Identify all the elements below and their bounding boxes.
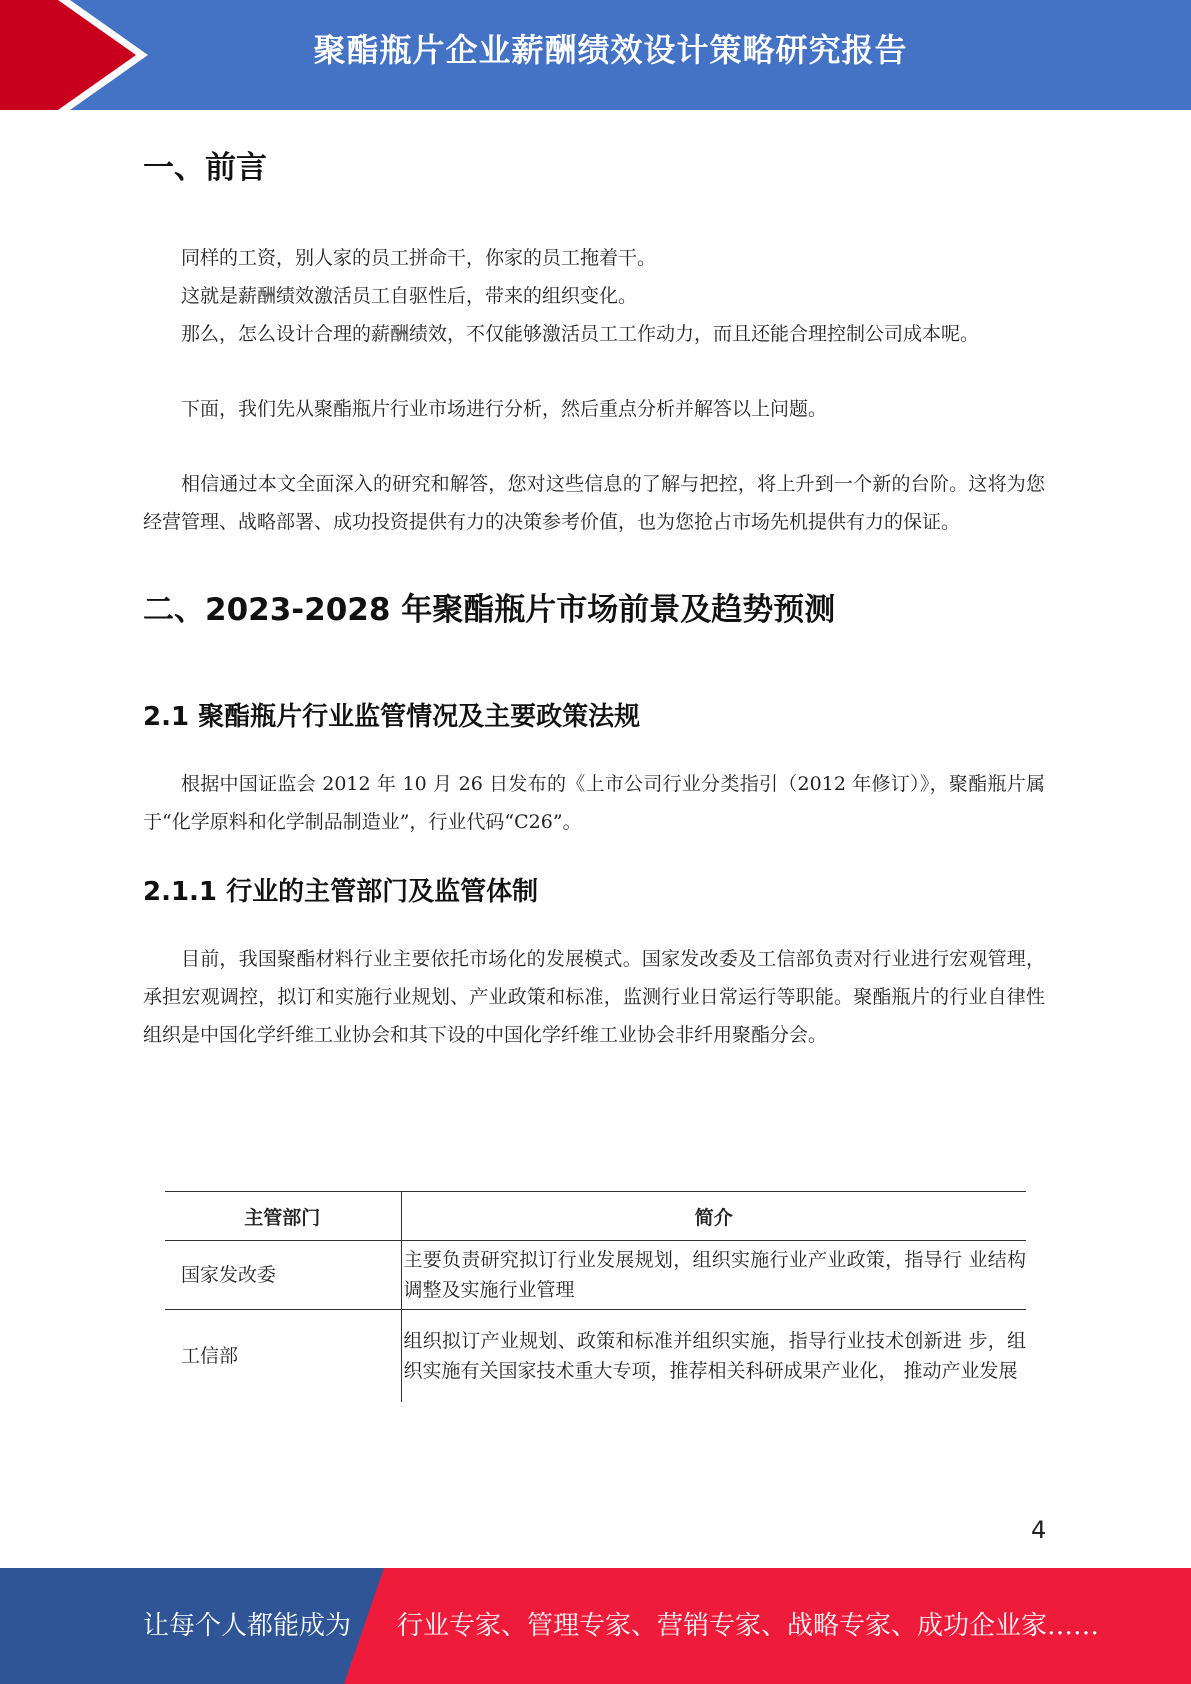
column-header: 简介 (401, 1192, 1026, 1241)
paragraph: 根据中国证监会 2012 年 10 月 26 日发布的《上市公司行业分类指引（2012 年修订）》，聚酯瓶片属于“化学原料和化学制品制造业”，行业代码“C26”。 (143, 773, 1045, 833)
main-content (143, 130, 1045, 1054)
table-cell-dept: 国家发改委 (165, 1241, 401, 1310)
paragraph: 这就是薪酬绩效激活员工自驱性后，带来的组织变化。 (181, 285, 638, 307)
paragraph: 目前，我国聚酯材料行业主要依托市场化的发展模式。国家发改委及工信部负责对行业进行宏观管理，承担宏观调控，拟订和实施行业规划、产业政策和标准，监测行业日常运行等职能。聚酯瓶片的行业自律性组织是中国化学纤维工业协会和其下设的中国化学纤维工业协会非纤用聚酯分会。 (143, 948, 1045, 1046)
header-banner (0, 0, 1191, 110)
paragraph: 相信通过本文全面深入的研究和解答，您对这些信息的了解与把控，将上升到一个新的台阶。这将为您经营管理、战略部署、成功投资提供有力的决策参考价值，也为您抢占市场先机提供有力的保证。 (143, 473, 1045, 533)
footer-banner (0, 1568, 1191, 1684)
report-title: 聚酯瓶片企业薪酬绩效设计策略研究报告 (313, 31, 908, 69)
paragraph: 那么，怎么设计合理的薪酬绩效，不仅能够激活员工工作动力，而且还能合理控制公司成本呢。 (181, 323, 980, 345)
table-row (165, 1241, 1026, 1310)
table-cell-desc: 组织拟订产业规划、政策和标准并组织实施，指导行业技术创新进 步，组织实施有关国家技术重大专项，推荐相关科研成果产业化， 推动产业发展 (403, 1329, 1026, 1382)
regulator-table (165, 1191, 1026, 1402)
footer-slogan-right: 行业专家、管理专家、营销专家、战略专家、成功企业家…… (397, 1611, 1100, 1641)
table-cell-desc: 主要负责研究拟订行业发展规划，组织实施行业产业政策，指导行 业结构调整及实施行业管理 (401, 1241, 1026, 1310)
footer-slogan-left: 让每个人都能成为 (143, 1611, 352, 1641)
table-row (165, 1310, 1026, 1402)
page-number: 4 (1031, 1516, 1047, 1544)
section2-heading: 二、2023-2028 年聚酯瓶片市场前景及趋势预测 (143, 592, 836, 628)
paragraph: 下面，我们先从聚酯瓶片行业市场进行分析，然后重点分析并解答以上问题。 (181, 398, 828, 420)
table-cell-dept: 工信部 (165, 1310, 401, 1402)
table-header-row (165, 1192, 1026, 1241)
subsection-heading: 2.1 聚酯瓶片行业监管情况及主要政策法规 (143, 702, 641, 732)
subsection-heading: 2.1.1 行业的主管部门及监管体制 (143, 877, 539, 907)
section1-heading: 一、前言 (143, 150, 267, 186)
paragraph: 同样的工资，别人家的员工拼命干，你家的员工拖着干。 (181, 247, 657, 269)
column-header: 主管部门 (165, 1192, 401, 1241)
